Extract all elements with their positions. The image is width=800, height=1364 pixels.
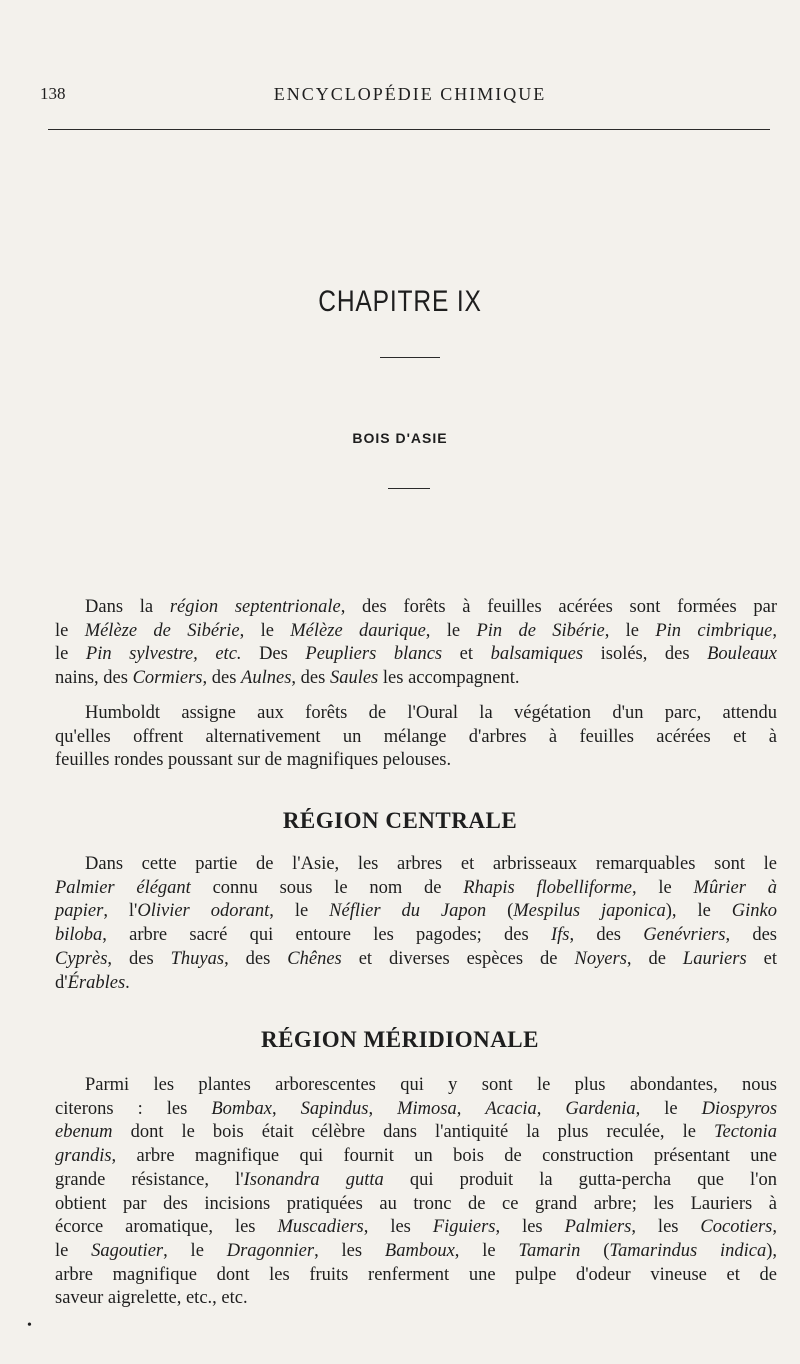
section-title-south: RÉGION MÉRIDIONALE (260, 1027, 539, 1052)
text-line: feuilles rondes poussant sur de magnifiques pelouses. (55, 750, 452, 771)
text-line: ebenum dont le bois était célèbre dans l'antiquité la plus reculée, le Tectonia (55, 1122, 777, 1143)
chapter-title: CHAPITRE IX (318, 285, 482, 318)
text-line: grandis, arbre magnifique qui fournit un bois de construction présentant une (55, 1146, 777, 1167)
chapter-rule-top (380, 357, 440, 358)
paragraph-humboldt (55, 702, 777, 773)
text-line: Dans la région septentrionale, des forêts à feuilles acérées sont formées par (85, 597, 778, 617)
text-line: écorce aromatique, les Muscadiers, les Figuiers, les Palmiers, les Cocotiers, (55, 1217, 777, 1238)
text-line: saveur aigrelette, etc., etc. (55, 1288, 248, 1309)
text-line: nains, des Cormiers, des Aulnes, des Saules les accompagnent. (55, 668, 520, 689)
text-line: citerons : les Bombax, Sapindus, Mimosa, Acacia, Gardenia, le Diospyros (55, 1098, 778, 1119)
text-line: le Pin sylvestre, etc. Des Peupliers blancs et balsamiques isolés, des Bouleaux (55, 644, 777, 665)
text-line: le Mélèze de Sibérie, le Mélèze daurique, le Pin de Sibérie, le Pin cimbrique, (55, 620, 778, 641)
text-line: Cyprès, des Thuyas, des Chênes et diverses espèces de Noyers, de Lauriers et (55, 948, 777, 969)
header-rule (48, 129, 770, 130)
chapter-subtitle: BOIS D'ASIE (352, 430, 448, 446)
margin-dot: • (27, 1318, 32, 1333)
paragraph-central (55, 853, 777, 995)
paragraph-north (55, 596, 777, 691)
paragraph-south (55, 1074, 777, 1311)
text-line: papier, l'Olivier odorant, le Néflier du Japon (Mespilus japonica), le Ginko (55, 901, 777, 922)
text-line: obtient par des incisions pratiquées au tronc de ce grand arbre; les Lauriers à (55, 1193, 777, 1214)
text-line: Dans cette partie de l'Asie, les arbres et arbrisseaux remarquables sont le (85, 854, 777, 874)
page-number: 138 (40, 84, 66, 103)
section-title-central: RÉGION CENTRALE (282, 808, 518, 833)
chapter-rule-bottom (388, 488, 430, 489)
running-title: ENCYCLOPÉDIE CHIMIQUE (273, 84, 547, 104)
text-line: d'Érables. (55, 972, 130, 993)
text-line: arbre magnifique dont les fruits renferment une pulpe d'odeur vineuse et de (55, 1264, 777, 1285)
running-head (40, 84, 780, 108)
text-line: grande résistance, l'Isonandra gutta qui produit la gutta-percha que l'on (55, 1169, 778, 1190)
text-line: biloba, arbre sacré qui entoure les pagodes; des Ifs, des Genévriers, des (55, 925, 777, 946)
text-line: le Sagoutier, le Dragonnier, les Bamboux, le Tamarin (Tamarindus indica), (55, 1240, 778, 1261)
text-line: Palmier élégant connu sous le nom de Rhapis flobelliforme, le Mûrier à (55, 877, 777, 898)
text-line: qu'elles offrent alternativement un mélange d'arbres à feuilles acérées et à (55, 726, 777, 747)
text-line: Parmi les plantes arborescentes qui y sont le plus abondantes, nous (85, 1075, 777, 1095)
text-line: Humboldt assigne aux forêts de l'Oural la végétation d'un parc, attendu (85, 703, 777, 723)
